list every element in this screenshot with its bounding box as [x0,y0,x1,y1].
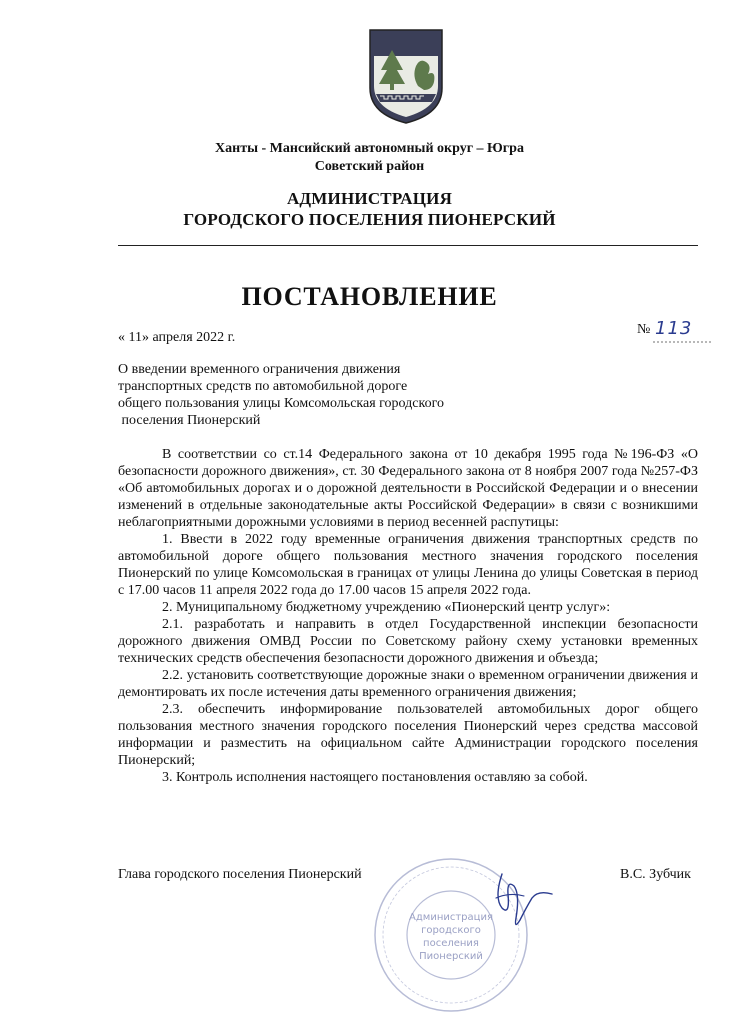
seal-text-line: Администрация [409,912,493,923]
paragraph-item-2-1: 2.1. разработать и направить в отдел Государственной инспекции безопасности дорожного движения ОМВД России по Советскому району схему установки временных технических средств обеспечения безопасности дорожного движения и объезда; [118,617,698,666]
paragraph-item-2-3: 2.3. обеспечить информирование пользователей автомобильных дорог общего пользования местного значения городского поселения Пионерский через средства массовой информации и разместить на официальном сайте Администрации городского поселения Пионерский; [118,702,698,768]
administration-title [0,188,739,230]
subject-line: общего пользования улицы Комсомольская городского [118,396,444,411]
paragraph-item-2: 2. Муниципальному бюджетному учреждению «Пионерский центр услуг»: [162,600,611,615]
document-body [118,446,698,786]
paragraph-preamble: В соответствии со ст.14 Федерального закона от 10 декабря 1995 года №196-ФЗ «О безопасности дорожного движения», ст. 30 Федерального закона от 8 ноября 2007 года №257-ФЗ «Об автомобильных дорогах и о дорожной деятельности в Российской Федерации и о внесении изменений в отдельные законодательные акты Российской Федерации» в связи с возникшими неблагоприятными дорожными условиями в период весенней распутицы: [118,447,698,530]
admin-line-2: ГОРОДСКОГО ПОСЕЛЕНИЯ ПИОНЕРСКИЙ [183,210,556,229]
admin-line-1: АДМИНИСТРАЦИЯ [286,189,453,208]
coat-of-arms-icon [366,26,446,126]
document-date: « 11» апреля 2022 г. [118,330,236,345]
paragraph-item-3: 3. Контроль исполнения настоящего постановления оставляю за собой. [162,770,588,785]
seal-text-line: Пионерский [419,951,483,962]
document-type: ПОСТАНОВЛЕНИЕ [241,282,498,311]
number-value: 113 [655,318,693,339]
document-subject [118,361,498,429]
paragraph-item-1: 1. Ввести в 2022 году временные ограничения движения транспортных средств по автомобильной дороге общего пользования местного значения городского поселения Пионерский по улице Комсомольская в границах от улицы Ленина до улицы Советская в период с 17.00 часов 11 апреля 2022 года до 17.00 часов 15 апреля 2022 года. [118,532,698,598]
number-underline [653,340,713,344]
document-number [637,318,727,352]
paragraph-item-2-2: 2.2. установить соответствующие дорожные знаки о временном ограничении движения и демонтировать их после истечения даты временного ограничения движения; [118,668,698,700]
subject-line: поселения Пионерский [118,413,261,428]
number-label: № [637,322,651,337]
subject-line: О введении временного ограничения движения [118,362,401,377]
signer-name: В.С. Зубчик [620,867,691,882]
seal-text-line: поселения [423,938,479,949]
subject-line: транспортных средств по автомобильной дороге [118,379,408,394]
region-title [0,140,739,176]
region-line-2: Советский район [314,159,425,174]
region-line-1: Ханты - Мансийский автономный округ – Югра [215,141,524,156]
signer-position: Глава городского поселения Пионерский [118,867,362,882]
seal-text-line: городского [421,925,481,936]
handwritten-signature-icon [480,868,560,938]
header-divider [118,245,698,246]
